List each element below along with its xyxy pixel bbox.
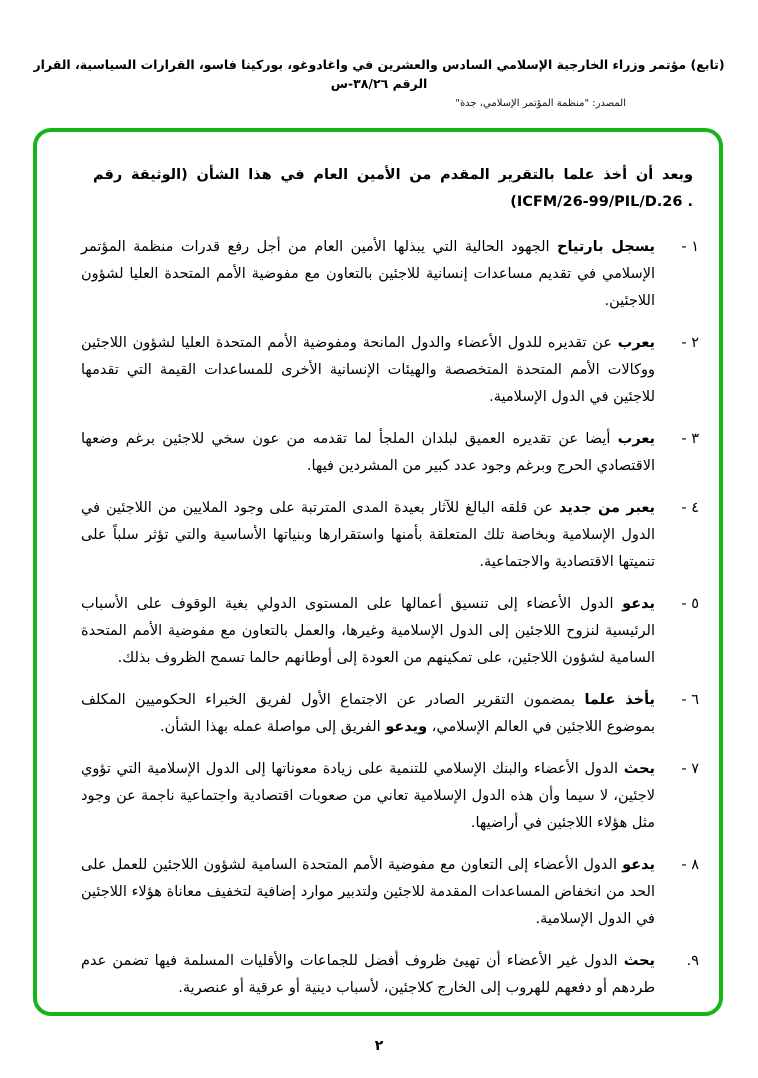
list-item <box>81 756 699 837</box>
header-source <box>24 98 734 109</box>
document-header <box>24 56 734 109</box>
item-lead-2: ويدعو <box>385 719 428 735</box>
item-body: الدول غير الأعضاء أن تهيئ ظروف أفضل للجماعات والأقليات المسلمة فيها تضمن عدم طردهم أو دفعهم للهروب إلى الخارج كلاجئين، لأسباب دينية أو عرقية أو عنصرية. <box>81 953 655 996</box>
item-lead: يعرب <box>617 335 655 351</box>
intro-paragraph <box>93 162 693 216</box>
list-item <box>81 852 699 933</box>
item-body-2: الفريق إلى مواصلة عمله بهذا الشأن. <box>160 719 386 735</box>
item-number: ١ - <box>681 239 699 255</box>
item-number: ٨ - <box>681 857 699 873</box>
page-number: ٢ <box>374 1038 384 1054</box>
list-item <box>81 495 699 576</box>
item-text <box>81 756 655 837</box>
list-item <box>81 330 699 411</box>
item-body: الدول الأعضاء إلى التعاون مع مفوضية الأمم المتحدة السامية لشؤون اللاجئين للعمل على الحد من انخفاض المساعدات المقدمة للاجئين ولتدبير موارد إضافية لتخفيف معاناة هؤلاء اللاجئين في الدول الإسلامية. <box>81 857 655 927</box>
item-number: ٥ - <box>681 596 699 612</box>
intro-lead: وبعد أن أخذ علما <box>563 167 694 183</box>
item-body: الجهود الحالية التي يبذلها الأمين العام من أجل رفع قدرات منظمة المؤتمر الإسلامي في تقديم مساعدات إنسانية للاجئين بالتعاون مع مفوضية الأمم المتحدة العليا لشؤون اللاجئين. <box>81 239 655 309</box>
item-text <box>81 495 655 576</box>
item-body: الدول الأعضاء والبنك الإسلامي للتنمية على زيادة معوناتها إلى الدول الإسلامية التي تؤوي لاجئين، لا سيما وأن هذه الدول الإسلامية تعاني من صعوبات اقتصادية واجتماعية ناجمة عن وجود مثل هؤلاء اللاجئين في أراضيها. <box>81 761 655 831</box>
item-number: ٤ - <box>681 500 699 516</box>
item-number: ٣ - <box>681 431 699 447</box>
item-body: عن قلقه البالغ للآثار بعيدة المدى المترتبة على وجود الملايين من اللاجئين في الدول الإسلامية وبخاصة تلك المتعلقة بأمنها واستقرارها وبنياتها الأساسية والتي تؤثر سلباً على تنميتها الاقتصادية والاجتماعية. <box>81 500 655 570</box>
source-label: المصدر: <box>592 97 626 109</box>
header-title: (تابع) مؤتمر وزراء الخارجية الإسلامي السادس والعشرين في واغادوغو، بوركينا فاسو، القرارات السياسية، القرار الرقم ٣٨/٢٦-س <box>33 57 725 91</box>
item-body: أيضا عن تقديره العميق لبلدان الملجأ لما تقدمه من عون سخي للاجئين برغم وضعها الاقتصادي الحرج وبرغم وجود عدد كبير من المشردين فيها. <box>81 431 655 474</box>
item-number: ٢ - <box>681 335 699 351</box>
item-lead: يحث <box>623 761 655 777</box>
item-lead: يعرب <box>617 431 655 447</box>
item-text <box>81 234 655 315</box>
item-number: ٦ - <box>681 692 699 708</box>
list-item <box>81 426 699 480</box>
item-text <box>81 852 655 933</box>
list-item <box>81 687 699 741</box>
item-lead: يدعو <box>622 857 655 873</box>
content-border-box <box>33 128 723 1016</box>
item-lead: يحث <box>623 953 655 969</box>
intro-text: بالتقرير المقدم من الأمين العام في هذا الشأن (الوثيقة رقم <box>93 167 564 183</box>
source-value: "منظمة المؤتمر الإسلامي، جدة" <box>455 97 590 109</box>
item-lead: يدعو <box>622 596 655 612</box>
item-number: ٧ - <box>681 761 699 777</box>
item-text <box>81 591 655 672</box>
item-body: الدول الأعضاء إلى تنسيق أعمالها على المستوى الدولي بغية الوقوف على الأسباب الرئيسية لنزوح اللاجئين إلى الدول الإسلامية وغيرها، والعمل بالتعاون مع مفوضية الأمم المتحدة السامية لشؤون اللاجئين، على تمكينهم من العودة إلى أوطانهم حالما تسمح الظروف بذلك. <box>81 596 655 666</box>
list-item <box>81 591 699 672</box>
item-body: بمضمون التقرير الصادر عن الاجتماع الأول لفريق الخبراء الحكوميين المكلف بموضوع اللاجئين في العالم الإسلامي، <box>81 692 655 735</box>
item-number: ٩. <box>686 953 699 969</box>
item-text <box>81 948 655 1002</box>
item-lead: يسجل بارتياح <box>557 239 655 255</box>
item-lead: يعبر من جديد <box>558 500 656 516</box>
item-text <box>81 330 655 411</box>
list-item <box>81 948 699 1002</box>
list-item <box>81 234 699 315</box>
document-reference: (ICFM/26-99/PIL/D.26 . <box>510 194 693 210</box>
item-text <box>81 687 655 741</box>
item-body: عن تقديره للدول الأعضاء والدول المانحة ومفوضية الأمم المتحدة العليا لشؤون اللاجئين ووكالات الأمم المتحدة المتخصصة والهيئات الإنسانية الأخرى للمساعدات القيمة التي تقدمها للاجئين في الدول الإسلامية. <box>81 335 655 405</box>
item-text <box>81 426 655 480</box>
item-lead: يأخذ علما <box>584 692 655 708</box>
